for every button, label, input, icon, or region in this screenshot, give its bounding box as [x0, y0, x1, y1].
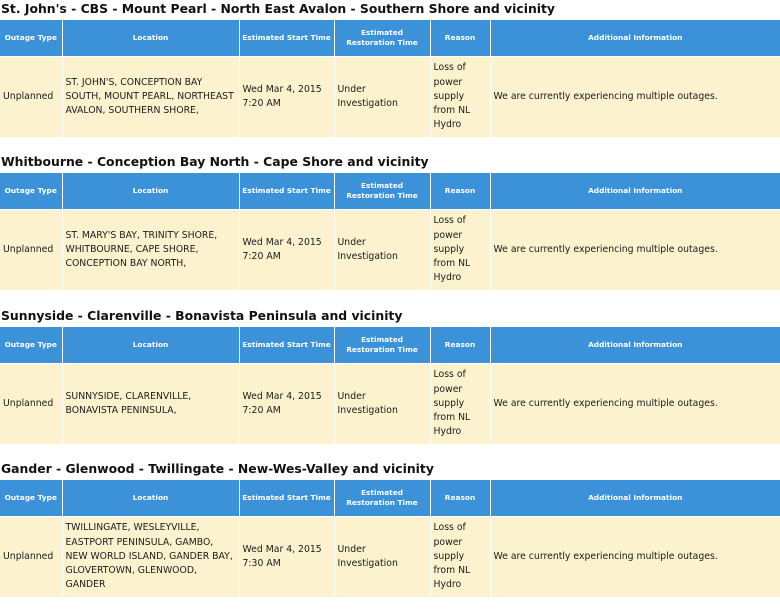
- additional-info-cell: We are currently experiencing multiple outages.: [490, 364, 780, 445]
- header-additional-info: Additional Information: [490, 327, 780, 364]
- header-additional-info: Additional Information: [490, 173, 780, 210]
- header-reason: Reason: [430, 480, 490, 517]
- outage-type-cell: Unplanned: [0, 210, 62, 291]
- header-start-time: Estimated Start Time: [239, 20, 334, 57]
- start-time-cell: Wed Mar 4, 2015 7:30 AM: [239, 517, 334, 598]
- region-whitbourne: [0, 153, 780, 290]
- restoration-time-cell: Under Investigation: [334, 210, 430, 291]
- location-cell: TWILLINGATE, WESLEYVILLE, EASTPORT PENINSULA, GAMBO, NEW WORLD ISLAND, GANDER BAY, GLOVERTOWN, GLENWOOD, GANDER: [62, 517, 239, 598]
- header-restoration-time: Estimated Restoration Time: [334, 173, 430, 210]
- header-reason: Reason: [430, 20, 490, 57]
- reason-cell: Loss of power supply from NL Hydro: [430, 210, 490, 291]
- reason-cell: Loss of power supply from NL Hydro: [430, 364, 490, 445]
- region-sunnyside: [0, 307, 780, 444]
- header-restoration-time: Estimated Restoration Time: [334, 480, 430, 517]
- region-title: Sunnyside - Clarenville - Bonavista Peninsula and vicinity: [1, 308, 403, 323]
- header-outage-type: Outage Type: [0, 327, 62, 364]
- location-cell: SUNNYSIDE, CLARENVILLE, BONAVISTA PENINSULA,: [62, 364, 239, 445]
- outage-table: [0, 480, 780, 597]
- table-row: [0, 57, 780, 138]
- header-outage-type: Outage Type: [0, 173, 62, 210]
- additional-info-cell: We are currently experiencing multiple outages.: [490, 517, 780, 598]
- outage-type-cell: Unplanned: [0, 57, 62, 138]
- region-st-johns: [0, 0, 780, 137]
- additional-info-cell: We are currently experiencing multiple outages.: [490, 57, 780, 138]
- restoration-time-cell: Under Investigation: [334, 517, 430, 598]
- header-additional-info: Additional Information: [490, 480, 780, 517]
- outage-type-cell: Unplanned: [0, 364, 62, 445]
- location-cell: ST. MARY'S BAY, TRINITY SHORE, WHITBOURNE, CAPE SHORE, CONCEPTION BAY NORTH,: [62, 210, 239, 291]
- region-gander: [0, 460, 780, 597]
- start-time-cell: Wed Mar 4, 2015 7:20 AM: [239, 210, 334, 291]
- table-row: [0, 517, 780, 598]
- header-start-time: Estimated Start Time: [239, 480, 334, 517]
- header-start-time: Estimated Start Time: [239, 327, 334, 364]
- header-start-time: Estimated Start Time: [239, 173, 334, 210]
- header-location: Location: [62, 173, 239, 210]
- restoration-time-cell: Under Investigation: [334, 364, 430, 445]
- header-additional-info: Additional Information: [490, 20, 780, 57]
- header-reason: Reason: [430, 327, 490, 364]
- outage-type-cell: Unplanned: [0, 517, 62, 598]
- outage-table: [0, 327, 780, 444]
- header-location: Location: [62, 480, 239, 517]
- reason-cell: Loss of power supply from NL Hydro: [430, 517, 490, 598]
- header-reason: Reason: [430, 173, 490, 210]
- start-time-cell: Wed Mar 4, 2015 7:20 AM: [239, 57, 334, 138]
- table-row: [0, 364, 780, 445]
- table-header-row: [0, 480, 780, 517]
- outage-table: [0, 173, 780, 290]
- header-outage-type: Outage Type: [0, 480, 62, 517]
- header-restoration-time: Estimated Restoration Time: [334, 327, 430, 364]
- header-location: Location: [62, 20, 239, 57]
- restoration-time-cell: Under Investigation: [334, 57, 430, 138]
- region-title: Whitbourne - Conception Bay North - Cape Shore and vicinity: [1, 154, 429, 169]
- header-restoration-time: Estimated Restoration Time: [334, 20, 430, 57]
- region-title: St. John's - CBS - Mount Pearl - North East Avalon - Southern Shore and vicinity: [1, 1, 556, 16]
- header-location: Location: [62, 327, 239, 364]
- table-row: [0, 210, 780, 291]
- table-header-row: [0, 173, 780, 210]
- outage-table: [0, 20, 780, 137]
- table-header-row: [0, 20, 780, 57]
- header-outage-type: Outage Type: [0, 20, 62, 57]
- reason-cell: Loss of power supply from NL Hydro: [430, 57, 490, 138]
- location-cell: ST. JOHN'S, CONCEPTION BAY SOUTH, MOUNT PEARL, NORTHEAST AVALON, SOUTHERN SHORE,: [62, 57, 239, 138]
- region-title: Gander - Glenwood - Twillingate - New-Wes-Valley and vicinity: [1, 461, 434, 476]
- additional-info-cell: We are currently experiencing multiple outages.: [490, 210, 780, 291]
- start-time-cell: Wed Mar 4, 2015 7:20 AM: [239, 364, 334, 445]
- table-header-row: [0, 327, 780, 364]
